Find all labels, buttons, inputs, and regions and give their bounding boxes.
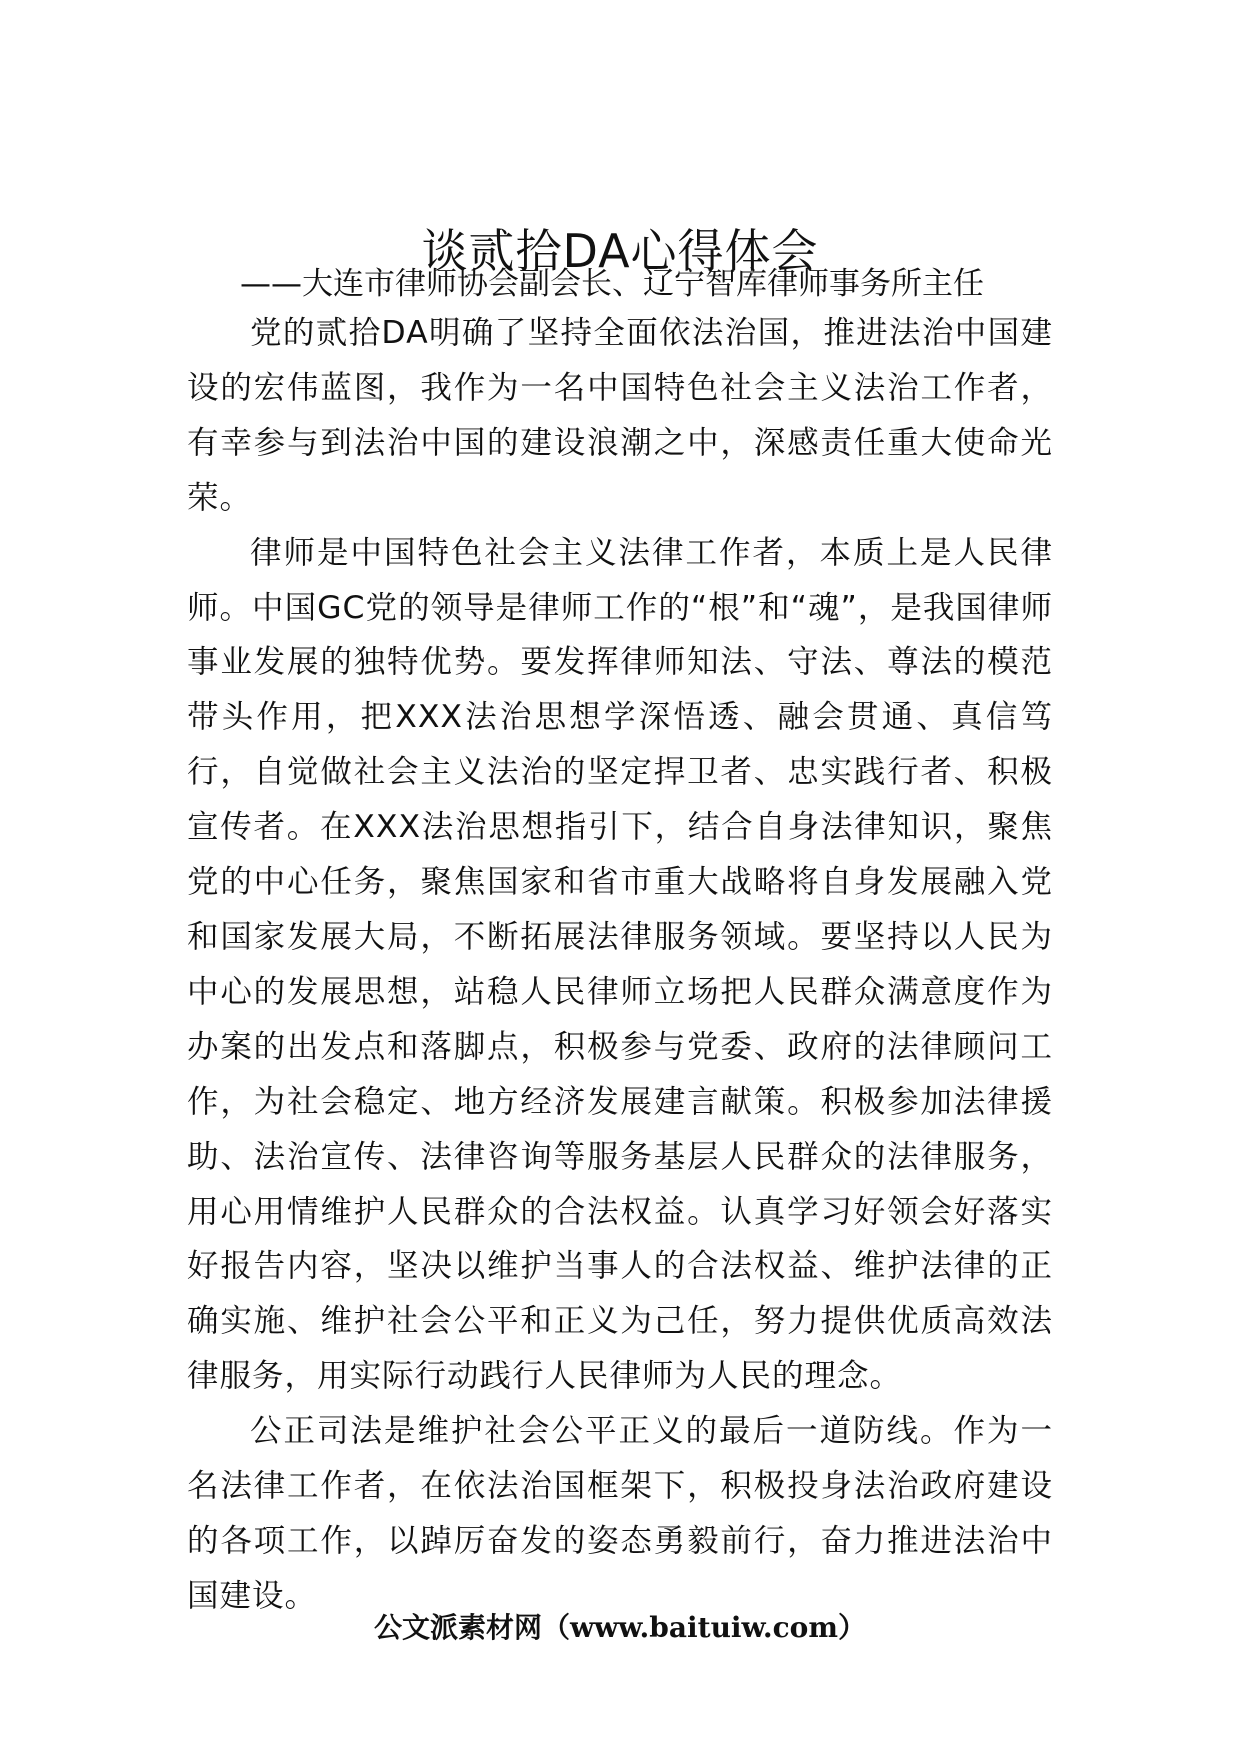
paragraph-3: 公正司法是维护社会公平正义的最后一道防线。作为一名法律工作者，在依法治国框架下，积极投身法治政府建设的各项工作，以踔厉奋发的姿态勇毅前行，奋力推进法治中国建设。 (187, 1413, 1053, 1614)
document-subtitle: ——大连市律师协会副会长、辽宁智库律师事务所主任 (240, 266, 984, 302)
footer-close: ） (837, 1611, 866, 1644)
document-body (187, 306, 1053, 1624)
footer-url: www.baituiw.com (570, 1611, 838, 1644)
footer-watermark (0, 1608, 1240, 1648)
footer-site-name: 公文派素材网（ (374, 1611, 571, 1644)
paragraph-1: 党的贰拾DA明确了坚持全面依法治国，推进法治中国建设的宏伟蓝图，我作为一名中国特色社会主义法治工作者，有幸参与到法治中国的建设浪潮之中，深感责任重大使命光荣。 (187, 315, 1053, 516)
paragraph-2: 律师是中国特色社会主义法律工作者，本质上是人民律师。中国GC党的领导是律师工作的“根”和“魂”，是我国律师事业发展的独特优势。要发挥律师知法、守法、尊法的模范带头作用，把XXX法治思想学深悟透、融会贯通、真信笃行，自觉做社会主义法治的坚定捍卫者、忠实践行者、积极宣传者。在XXX法治思想指引下，结合自身法律知识，聚焦党的中心任务，聚焦国家和省市重大战略将自身发展融入党和国家发展大局，不断拓展法律服务领域。要坚持以人民为中心的发展思想，站稳人民律师立场把人民群众满意度作为办案的出发点和落脚点，积极参与党委、政府的法律顾问工作，为社会稳定、地方经济发展建言献策。积极参加法律援助、法治宣传、法律咨询等服务基层人民群众的法律服务，用心用情维护人民群众的合法权益。认真学习好领会好落实好报告内容，坚决以维护当事人的合法权益、维护法律的正确实施、维护社会公平和正义为己任，努力提供优质高效法律服务，用实际行动践行人民律师为人民的理念。 (187, 534, 1053, 1395)
document-title: 谈贰拾DA心得体会 (421, 223, 819, 278)
